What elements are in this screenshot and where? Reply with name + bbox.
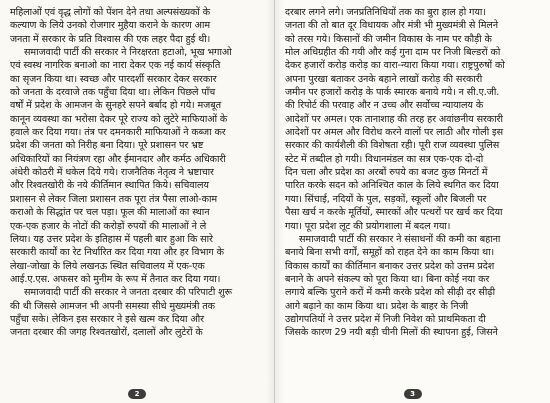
text-line: लगाये बल्कि पुराने करों में कमी करके प्रदेश को सीढ़ी दर सीढ़ी — [285, 287, 496, 299]
text-line: प्रशासन से लेकर जिला प्रशासन तक पूरा तंत्र पैसा लाओ-काम — [10, 193, 218, 205]
right-page — [275, 0, 550, 403]
text-line: की रिपोर्ट की परवाह और न उच्च और सर्वोच्च न्यायालय के — [285, 100, 484, 112]
text-line: वर्षों में प्रदेश के आमजन के सुनहरे सपने बर्बाद हो गये। मजबूत — [10, 100, 221, 112]
text-line: हवाले कर दिया गया। तंत्र पर दमनकारी माफियाओं ने कब्जा कर — [10, 127, 226, 139]
text-line: एवं स्वस्थ नागरिक बनाओ का नारा देकर एक नई कार्य संस्कृति — [10, 60, 221, 72]
right-page-text — [285, 6, 540, 340]
text-line: महिलाओं एवं वृद्ध लोगों को पेंशन देने तथा अल्पसंख्यकों के — [10, 7, 211, 18]
left-page-text — [10, 6, 264, 340]
text-line: विकास कार्यों का कीर्तिमान बनाकर उत्तर प्रदेश को उत्तम प्रदेश — [285, 260, 495, 272]
text-line: दरबार लगने लगे। जनप्रतिनिधियों तक का बुरा हाल हो गया। — [285, 7, 486, 18]
text-line: पहुँचा सके। लेकिन इस सरकार ने इसे खत्म कर दिया और — [10, 313, 204, 325]
text-line: समाजवादी पार्टी की सरकार ने निरक्षरता हटाओ, भूख भगाओ — [24, 47, 232, 59]
text-line: मोल अधिग्रहीत की गयी और कई गुना दाम पर निजी बिल्डरों को — [285, 47, 501, 59]
text-line: जनता की तो बात दूर विधायक और मंत्री भी मुख्यमंत्री से मिलने — [285, 20, 498, 32]
text-line: जनता दरबार की जगह रिश्वतखोरों, दलालों और लुटेरों के — [10, 327, 203, 339]
text-line: अपना पुरखा बताकर उनके बहाने लाखों करोड़ की सरकारी — [285, 73, 483, 85]
text-line: गया। पूरा प्रदेश लूट की प्रयोगशाला में बदल गया। — [285, 220, 451, 232]
text-line: गया। सिंचाई, नदियों के पुल, सड़कों, स्कूलों और बिजली पर — [285, 193, 487, 205]
text-line: बनाने के अपने संकल्प को पूरा किया था। बिना कोई नया कर — [285, 273, 490, 285]
text-line: जनता में सरकार के प्रति विश्वास की एक लहर पैदा हुई थी। — [10, 33, 211, 45]
text-line: जिसके कारण 29 नयी बड़ी चीनी मिलों की स्थापना हुई, जिसने — [285, 327, 498, 339]
text-line: और रिश्वतखोरी के नये कीर्तिमान स्थापित किये। सचिवालय — [10, 180, 209, 192]
text-line: को तरस गये। किसानों की जमीन विकास के नाम पर कौड़ी के — [285, 33, 492, 45]
text-line: एक-एक हजार के नोटों की करोड़ों रुपयों की मालाओं ने ले — [10, 220, 207, 232]
text-line: लेखा-जोखा के लिये लखनऊ स्थित सचिवालय में एक-एक — [10, 260, 205, 272]
text-line: दिन चला और प्रदेश का अरबों रुपये का बजट कुछ मिनटों में — [285, 167, 488, 179]
text-line: आई.ए.एस. अफसर को मुनीम के रूप में तैनात कर दिया गया। — [10, 273, 221, 285]
text-line: सरकार की कार्यशैली की विशेषता रही। पूरी राज व्यवस्था पुलिस — [285, 140, 500, 152]
text-line: कराओ के सिद्धांत पर चल पड़ा। फूल की मालाओं का स्थान — [10, 207, 210, 219]
text-line: स्टेट में तब्दील हो गयी। विधानमंडल का सत्र एक-एक दो-दो — [285, 153, 484, 165]
text-line: कल्याण के लिये उनको रोजगार मुहैया कराने के कारण आम — [10, 20, 210, 32]
text-line: उद्योगपतियों ने उत्तर प्रदेश में निजी निवेश को प्राथमिकता दी — [285, 313, 486, 325]
text-line: को जनता के दरवाजे तक पहुँचा दिया था। लेकिन पिछले पाँच — [10, 87, 216, 99]
text-line: की थी जिससे आमजन भी अपनी समस्या सीधे मुख्यमंत्री तक — [10, 300, 215, 312]
text-line: आदेशों पर अमल और विरोध करने वालों पर लाठी और गोली इस — [285, 127, 504, 139]
text-line: समाजवादी पार्टी की सरकार ने जनता दरबार की परिपाटी शुरू — [24, 287, 232, 299]
text-line: आदेशों पर अमल। एक तानाशाह की तरह हर अवांछनीय सरकारी — [285, 113, 503, 125]
text-line: देकर हजारों करोड़ करोड़ का वारा-न्यारा किया गया। राष्ट्रपुरुषों को — [285, 60, 505, 72]
text-line: अंधेरी कोठरी में धकेल दिये गये। राजनैतिक नेतृत्व ने भ्रष्टाचार — [10, 167, 214, 179]
text-line: बनाये बिना सभी वर्गों, समूहों को राहत देने का काम किया था। — [285, 247, 495, 259]
text-line: अधिकारियों का नियंत्रण रहा और ईमानदार और कर्मठ अधिकारी — [10, 153, 226, 165]
text-line: कानून व्यवस्था का भरोसा देकर पूरे राज्य को लुटेरे माफियाओं के — [10, 113, 228, 125]
page-number: 3 — [404, 389, 422, 399]
text-line: लिया। यह उत्तर प्रदेश के इतिहास में पहली बार हुआ कि सारे — [10, 233, 213, 245]
text-line: सरकारी कार्यों का रेट निर्धारित कर दिया गया और हर विभाग के — [10, 247, 224, 259]
text-line: आगे बढ़ाने का काम किया था। प्रदेश के बाहर के निजी — [285, 300, 468, 312]
text-line: पारित करके सदन को अनिश्चित काल के लिये स्थगित कर दिया — [285, 180, 499, 192]
page-number: 2 — [128, 389, 146, 399]
text-line: जमीन पर हजारों करोड़ के पार्क स्मारक बनाये गये। न सी.ए.जी. — [285, 87, 500, 99]
text-line: समाजवादी पार्टी की सरकार ने संसाधनों की कमी का बहाना — [299, 233, 501, 245]
text-line: प्रदेश की जनता को निरीह बना दिया। पूरे प्रशासन पर भ्रष्ट — [10, 140, 204, 152]
text-line: का सृजन किया था। स्वच्छ और पारदर्शी सरकार देकर सरकार — [10, 73, 217, 85]
text-line: पैसा खर्च न करके मूर्तियों, स्मारकों और पत्थरों पर खर्च कर दिया — [285, 207, 503, 219]
